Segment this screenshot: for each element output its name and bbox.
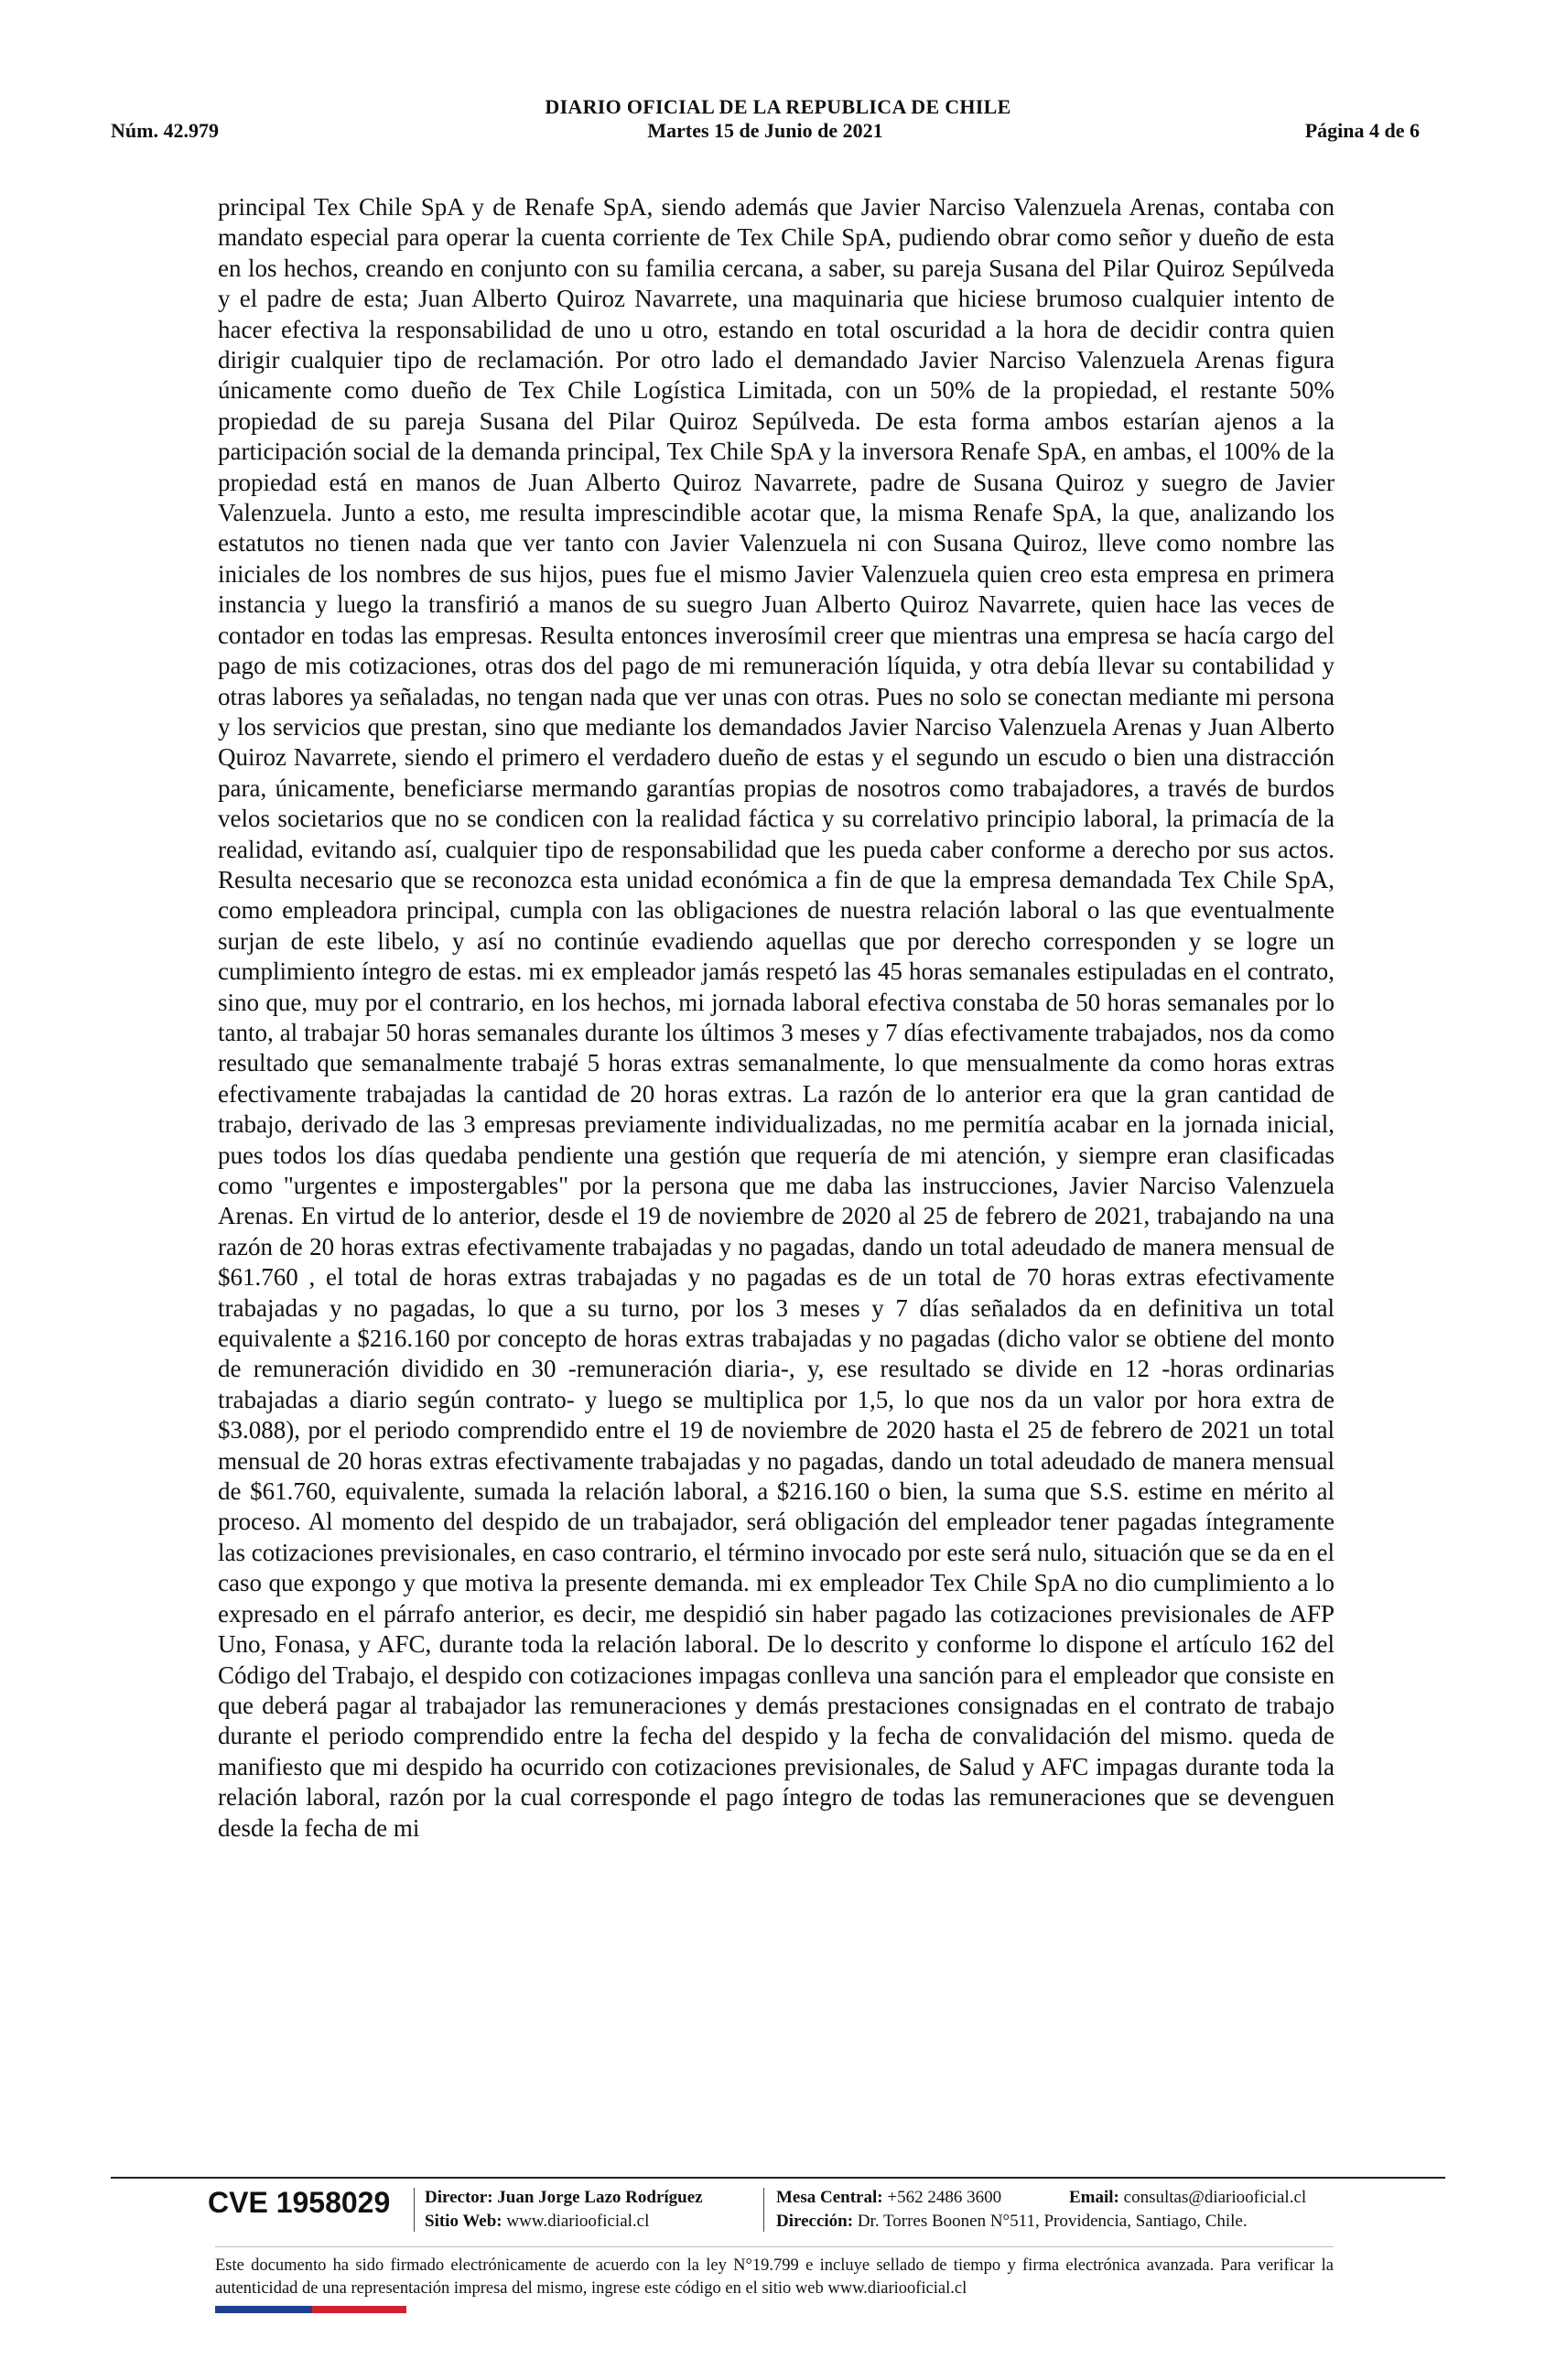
- mesa-label: Mesa Central:: [776, 2188, 883, 2207]
- footer-separator: [414, 2188, 415, 2232]
- issue-number: Núm. 42.979: [111, 119, 219, 142]
- header-meta: [111, 119, 1420, 146]
- mesa-phone: +562 2486 3600: [887, 2188, 1002, 2207]
- issue-date: Martes 15 de Junio de 2021: [647, 119, 883, 142]
- flag-stripe-red: [312, 2306, 406, 2313]
- cve-code: CVE 1958029: [208, 2186, 391, 2219]
- address-value: Dr. Torres Boonen N°511, Providencia, Santiago, Chile.: [857, 2212, 1248, 2231]
- contact-block: [776, 2186, 1344, 2234]
- site-label: Sitio Web:: [425, 2212, 502, 2231]
- footer-divider: [111, 2177, 1445, 2179]
- legal-divider: [215, 2246, 1334, 2247]
- flag-stripe-blue: [215, 2306, 312, 2313]
- publication-title: DIARIO OFICIAL DE LA REPUBLICA DE CHILE: [545, 95, 1011, 118]
- director-label: Director:: [425, 2188, 493, 2207]
- email-label: Email:: [1069, 2188, 1119, 2207]
- director-name: Juan Jorge Lazo Rodríguez: [497, 2188, 703, 2207]
- footer-separator: [763, 2188, 764, 2232]
- page-indicator: Página 4 de 6: [1304, 119, 1420, 142]
- document-body: principal Tex Chile SpA y de Renafe SpA, siendo además que Javier Narciso Valenzuela Arenas, contaba con mandato especial para operar la cuenta corriente de Tex Chile SpA, pudiendo obrar como señor y dueño de esta en los hechos, creando en conjunto con su familia cercana, a saber, su pareja Susana del Pilar Quiroz Sepúlveda y el padre de esta; Juan Alberto Quiroz Navarrete, una maquinaria que hiciese brumoso cualquier intento de hacer efectiva la responsabilidad de uno u otro, estando en total oscuridad a la hora de decidir contra quien dirigir cualquier tipo de reclamación. Por otro lado el demandado Javier Narciso Valenzuela Arenas figura únicamente como dueño de Tex Chile Logística Limitada, con un 50% de la propiedad, el restante 50% propiedad de su pareja Susana del Pilar Quiroz Sepúlveda. De esta forma ambos estarían ajenos a la participación social de la demanda principal, Tex Chile SpA y la inversora Renafe SpA, en ambas, el 100% de la propiedad está en manos de Juan Alberto Quiroz Navarrete, padre de Susana Quiroz y suegro de Javier Valenzuela. Junto a esto, me resulta imprescindible acotar que, la misma Renafe SpA, la que, analizando los estatutos no tienen nada que ver tanto con Javier Valenzuela ni con Susana Quiroz, lleve como nombre las iniciales de los nombres de sus hijos, pues fue el mismo Javier Valenzuela quien creo esta empresa en primera instancia y luego la transfirió a manos de su suegro Juan Alberto Quiroz Navarrete, quien hace las veces de contador en todas las empresas. Resulta entonces inverosímil creer que mientras una empresa se hacía cargo del pago de mis cotizaciones, otras dos del pago de mi remuneración líquida, y otra debía llevar su contabilidad y otras labores ya señaladas, no tengan nada que ver unas con otras. Pues no solo se conectan mediante mi persona y los servicios que prestan, sino que mediante los demandados Javier Narciso Valenzuela Arenas y Juan Alberto Quiroz Navarrete, siendo el primero el verdadero dueño de estas y el segundo un escudo o bien una distracción para, únicamente, beneficiarse mermando garantías propias de nosotros como trabajadores, a través de burdos velos societarios que no se condicen con la realidad fáctica y su correlativo principio laboral, la primacía de la realidad, evitando así, cualquier tipo de responsabilidad que les pueda caber conforme a derecho por sus actos. Resulta necesario que se reconozca esta unidad económica a fin de que la empresa demandada Tex Chile SpA, como empleadora principal, cumpla con las obligaciones de nuestra relación laboral o las que eventualmente surjan de este libelo, y así no continúe evadiendo aquellas que por derecho corresponden y se logre un cumplimiento íntegro de estas. mi ex empleador jamás respetó las 45 horas semanales estipuladas en el contrato, sino que, muy por el contrario, en los hechos, mi jornada laboral efectiva constaba de 50 horas semanales por lo tanto, al trabajar 50 horas semanales durante los últimos 3 meses y 7 días efectivamente trabajados, nos da como resultado que semanalmente trabajé 5 horas extras semanalmente, lo que mensualmente da como horas extras efectivamente trabajadas la cantidad de 20 horas extras. La razón de lo anterior era que la gran cantidad de trabajo, derivado de las 3 empresas previamente individualizadas, no me permitía acabar en la jornada inicial, pues todos los días quedaba pendiente una gestión que requería de mi atención, y siempre eran clasificadas como "urgentes e impostergables" por la persona que me daba las instrucciones, Javier Narciso Valenzuela Arenas. En virtud de lo anterior, desde el 19 de noviembre de 2020 al 25 de febrero de 2021, trabajando na una razón de 20 horas extras efectivamente trabajadas y no pagadas, dando un total adeudado de manera mensual de $61.760 , el total de horas extras trabajadas y no pagadas es de un total de 70 horas extras efectivamente trabajadas y no pagadas, lo que a su turno, por los 3 meses y 7 días señalados da en definitiva un total equivalente a $216.160 por concepto de horas extras trabajadas y no pagadas (dicho valor se obtiene del monto de remuneración dividido en 30 -remuneración diaria-, y, ese resultado se divide en 12 -horas ordinarias trabajadas a diario según contrato- y luego se multiplica por 1,5, lo que nos da un valor por hora extra de $3.088), por el periodo comprendido entre el 19 de noviembre de 2020 hasta el 25 de febrero de 2021 un total mensual de 20 horas extras efectivamente trabajadas y no pagadas, dando un total adeudado de manera mensual de $61.760, equivalente, sumada la relación laboral, a $216.160 o bien, la suma que S.S. estime en mérito al proceso. Al momento del despido de un trabajador, será obligación del empleador tener pagadas íntegramente las cotizaciones previsionales, en caso contrario, el término invocado por este será nulo, situación que se da en el caso que expongo y que motiva la presente demanda. mi ex empleador Tex Chile SpA no dio cumplimiento a lo expresado en el párrafo anterior, es decir, me despidió sin haber pagado las cotizaciones previsionales de AFP Uno, Fonasa, y AFC, durante toda la relación laboral. De lo descrito y conforme lo dispone el artículo 162 del Código del Trabajo, el despido con cotizaciones impagas conlleva una sanción para el empleador que consiste en que deberá pagar al trabajador las remuneraciones y demás prestaciones consignadas en el contrato de trabajo durante el periodo comprendido entre la fecha del despido y la fecha de convalidación del mismo. queda de manifiesto que mi despido ha ocurrido con cotizaciones previsionales, de Salud y AFC impagas durante toda la relación laboral, razón por la cual corresponde el pago íntegro de todas las remuneraciones que se devenguen desde la fecha de mi: [218, 193, 1334, 1842]
- site-link[interactable]: www.diariooficial.cl: [506, 2212, 650, 2231]
- director-block: [425, 2186, 703, 2234]
- email-link[interactable]: consultas@diariooficial.cl: [1123, 2188, 1307, 2207]
- legal-notice: Este documento ha sido firmado electrónicamente de acuerdo con la ley N°19.799 e incluye sellado de tiempo y firma electrónica avanzada. Para verificar la autenticidad de una representación impresa del mismo, ingrese este código en el sitio web www.diariooficial.cl: [215, 2256, 1334, 2298]
- address-label: Dirección:: [776, 2212, 854, 2231]
